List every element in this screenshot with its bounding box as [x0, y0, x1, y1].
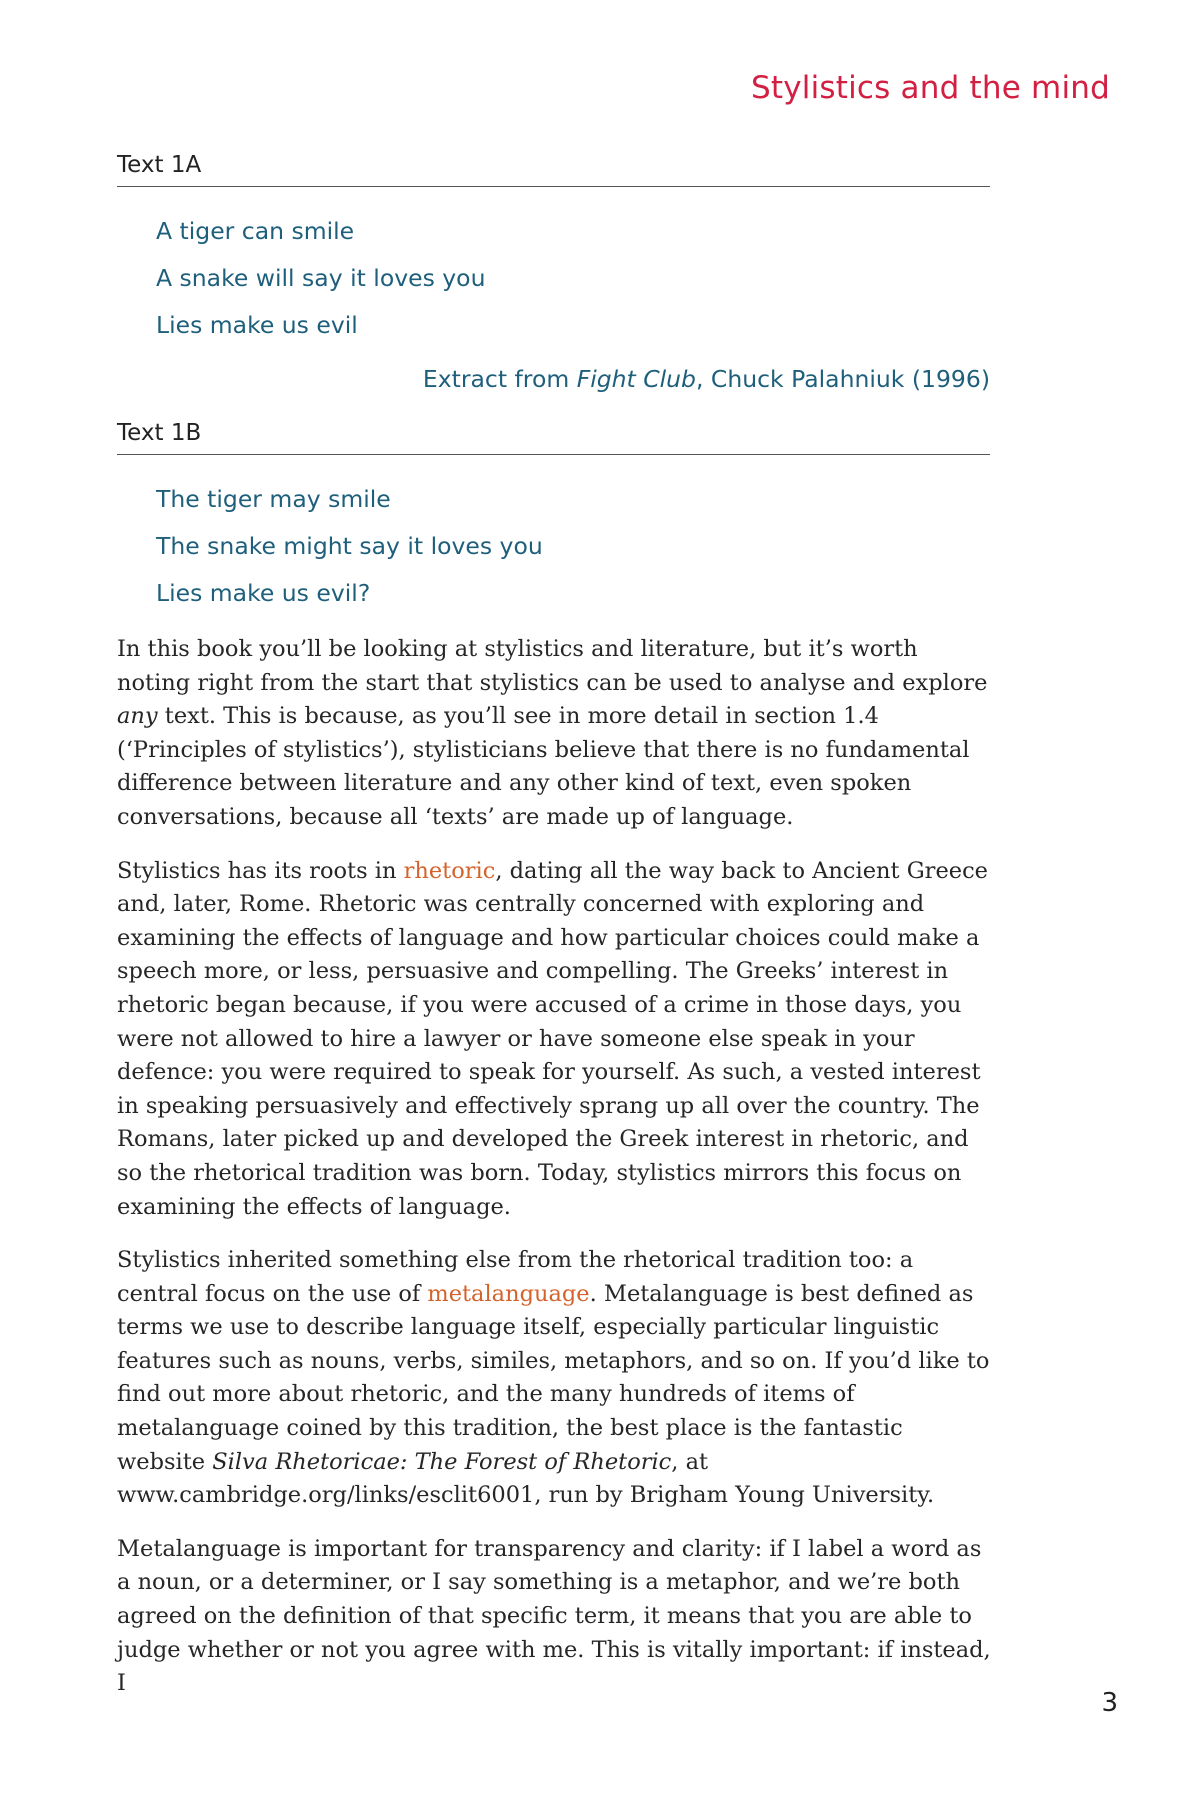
poem-line: Lies make us evil — [156, 311, 358, 339]
glossary-term-rhetoric[interactable]: rhetoric — [403, 857, 496, 884]
running-head: Stylistics and the mind — [750, 70, 1110, 106]
paragraph-text: Stylistics has its roots in — [117, 857, 404, 884]
paragraph-intro — [117, 633, 997, 835]
poem-line: Lies make us evil? — [156, 579, 371, 607]
poem-line: A tiger can smile — [156, 217, 355, 245]
paragraph-text: Stylistics inherited something else from the rhetorical tradition too: a central focus on the use of — [117, 1247, 914, 1307]
citation-title: Fight Club — [576, 365, 696, 393]
paragraph-transparency — [117, 1533, 997, 1701]
page-number: 3 — [1101, 1688, 1118, 1718]
glossary-term-metalanguage[interactable]: metalanguage — [427, 1280, 590, 1307]
paragraph-text: . Metalanguage is best defined as terms we use to describe language itself, especially particular linguistic features such as nouns, verbs, similes, metaphors, and so on. If you’d like to find out more about rhetoric, and the many hundreds of items of metalanguage coined by this tradition, the best place is the fantastic website — [117, 1280, 990, 1475]
text-1a-label: Text 1A — [117, 152, 990, 187]
text-1a-poem — [156, 208, 485, 349]
emphasis-any: any — [117, 703, 158, 730]
paragraph-text: , at www.cambridge.org/links/esclit6001, run by Brigham Young University. — [117, 1448, 935, 1509]
poem-line: The snake might say it loves you — [156, 532, 543, 560]
body-text — [117, 633, 997, 1721]
paragraph-text: , dating all the way back to Ancient Greece and, later, Rome. Rhetoric was centrally concerned with exploring and examining the effects of language and how particular choices could make a speech more, or less, persuasive and compelling. The Greeks’ interest in rhetoric began because, if you were accused of a crime in those days, you were not allowed to hire a lawyer or have someone else speak in your defence: you were required to speak for yourself. As such, a vested interest in speaking persuasively and effectively sprang up all over the country. The Romans, later picked up and developed the Greek interest in rhetoric, and so the rhetorical tradition was born. Today, stylistics mirrors this focus on examining the effects of language. — [117, 857, 988, 1220]
paragraph-metalanguage — [117, 1244, 997, 1513]
text-1a-citation — [423, 365, 990, 393]
text-1b-poem — [156, 476, 543, 617]
website-title: Silva Rhetoricae: The Forest of Rhetoric — [212, 1448, 672, 1475]
paragraph-rhetoric — [117, 855, 997, 1225]
citation-prefix: Extract from — [422, 365, 577, 393]
text-1b-label: Text 1B — [117, 420, 990, 455]
paragraph-text: Metalanguage is important for transparency and clarity: if I label a word as a noun, or a determiner, or I say something is a metaphor, and we’re both agreed on the definition of that specific term, it means that you are able to judge whether or not you agree with me. This is vitally important: if instead, I — [117, 1535, 991, 1697]
poem-line: A snake will say it loves you — [156, 264, 486, 292]
poem-line: The tiger may smile — [156, 485, 391, 513]
paragraph-text: text. This is because, as you’ll see in more detail in section 1.4 (‘Principles of stylistics’), stylisticians believe that there is no fundamental difference between literature and any other kind of text, even spoken conversations, because all ‘texts’ are made up of language. — [117, 703, 970, 830]
paragraph-text: In this book you’ll be looking at stylistics and literature, but it’s worth noting right from the start that stylistics can be used to analyse and explore — [117, 636, 988, 696]
citation-suffix: , Chuck Palahniuk (1996) — [695, 365, 990, 393]
